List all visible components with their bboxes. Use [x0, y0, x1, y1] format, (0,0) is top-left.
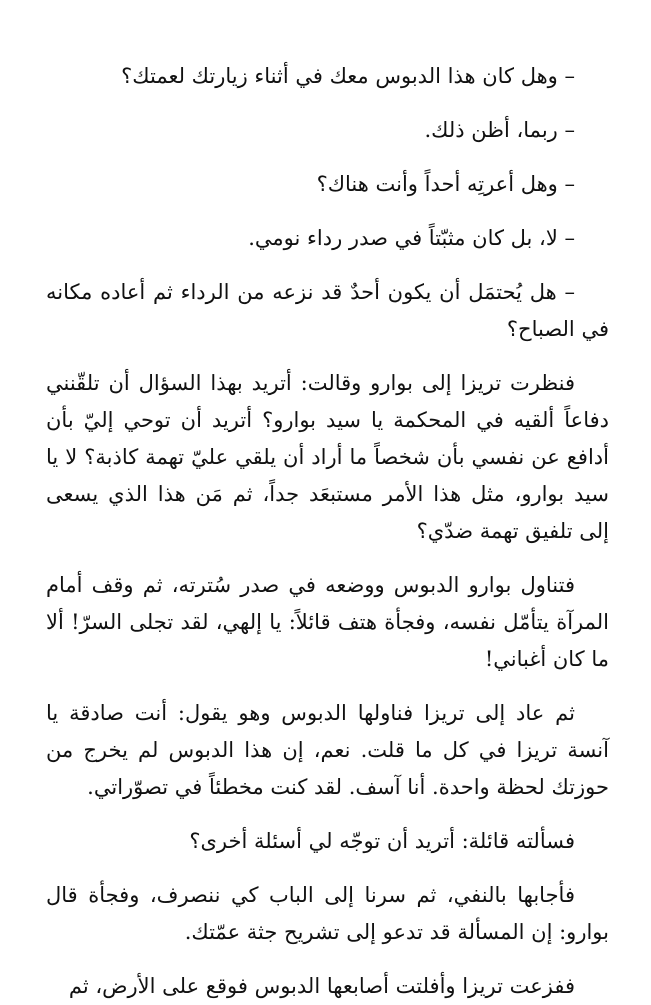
narrative-paragraph: فسألته قائلة: أتريد أن توجّه لي أسئلة أخرى؟	[189, 829, 575, 853]
narrative-paragraph: فأجابها بالنفي، ثم سرنا إلى الباب كي ننصرف، وفجأة قال بوارو: إن المسألة قد تدعو إلى تشريح جثة عمّتك.	[46, 883, 609, 944]
narrative-paragraph: فتناول بوارو الدبوس ووضعه في صدر سُترته، ثم وقف أمام المرآة يتأمّل نفسه، وفجأة هتف قائلاً: يا إلهي، لقد تجلى السرّ! ألا ما كان أغباني!	[46, 573, 609, 671]
narrative-paragraph: ثم عاد إلى تريزا فناولها الدبوس وهو يقول: أنت صادقة يا آنسة تريزا في كل ما قلت. نعم، إن هذا الدبوس لم يخرج من حوزتك لحظة واحدة. أنا آسف. لقد كنت مخطئاً في تصوّراتي.	[46, 701, 609, 799]
dialogue-line: – هل يُحتمَل أن يكون أحدٌ قد نزعه من الرداء ثم أعاده مكانه في الصباح؟	[46, 280, 609, 341]
dialogue-line: – وهل أعرتِه أحداً وأنت هناك؟	[316, 172, 575, 196]
dialogue-line: – وهل كان هذا الدبوس معك في أثناء زيارتك لعمتك؟	[121, 64, 575, 88]
narrative-paragraph: فنظرت تريزا إلى بوارو وقالت: أتريد بهذا السؤال أن تلقّنني دفاعاً ألقيه في المحكمة يا سيد بوارو؟ أتريد أن توحي إليّ بأن أدافع عن نفسي بأن شخصاً ما أراد أن يلقي عليّ تهمة كاذبة؟ لا يا سيد بوارو، مثل هذا الأمر مستبعَد جداً، ثم مَن هذا الذي يسعى إلى تلفيق تهمة ضدّي؟	[46, 371, 609, 543]
narrative-paragraph: ففزعت تريزا وأفلتت أصابعها الدبوس فوقع على الأرض، ثم	[68, 974, 575, 998]
dialogue-line: – ربما، أظن ذلك.	[424, 118, 575, 142]
dialogue-line: – لا، بل كان مثبّتاً في صدر رداء نومي.	[248, 226, 575, 250]
